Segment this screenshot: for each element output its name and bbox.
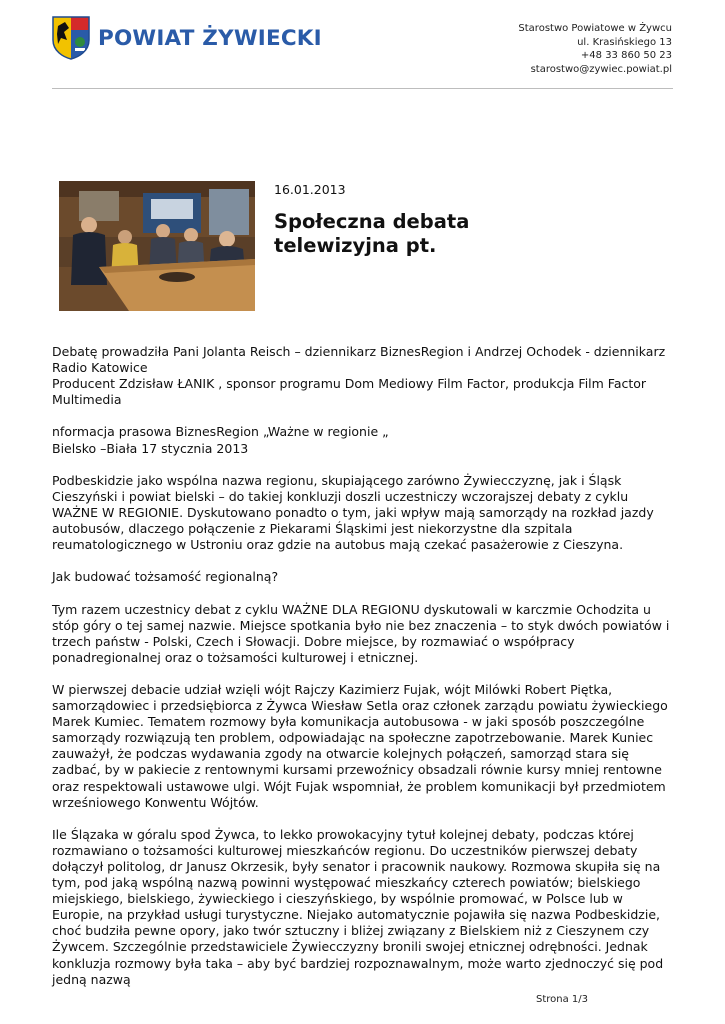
article-title: Społeczna debata telewizyjna pt.: [274, 210, 470, 257]
office-address: ul. Krasińskiego 13: [577, 36, 672, 48]
paragraph: Ile Ślązaka w góralu spod Żywca, to lekko prowokacyjny tytuł kolejnej debaty, podczas której rozmawiano o tożsamości kulturowej mieszkańców regionu. Do uczestników pierwszej debaty dołączył politolog, dr Janusz Okrzesik, były senator i pracownik naukowy. Rozmowa skupiła się na tym, pod jaką wspólną nazwą powinni występować mieszkańcy czterech powiatów; bielskiego miejskiego, bielskiego, żywieckiego i cieszyńskiego, by wspólnie promować, w Polsce lub w Europie, na przykład usługi turystyczne. Niejako automatycznie pojawiła się nazwa Podbeskidzie, choć budziła pewne opory, jako twór sztuczny i bliżej związany z Bielskiem niż z Cieszynem czy Żywcem. Szczególnie przedstawiciele Żywiecczyzny bronili swojej etnicznej odrębności. Jednak konkluzja rozmowy była taka – aby być bardziej rozpoznawalnym, może warto zjednoczyć się pod jedną nazwą: [52, 826, 664, 987]
logo-text: POWIAT ŻYWIECKI: [98, 25, 322, 51]
paragraph: nformacja prasowa BiznesRegion „Ważne w regionie „ Bielsko –Biała 17 stycznia 2013: [52, 424, 389, 456]
office-name: Starostwo Powiatowe w Żywcu: [518, 23, 672, 34]
coat-of-arms-icon: [52, 16, 90, 60]
header-divider: [52, 88, 673, 89]
office-email: starostwo@zywiec.powiat.pl: [530, 63, 672, 75]
paragraph: Podbeskidzie jako wspólna nazwa regionu, skupiającego zarówno Żywiecczyznę, jak i Śląsk Cieszyński i powiat bielski – do takiej konkluzji doszli uczestniczy wczorajszej debaty z cyklu WAŻNE W REGIONIE. Dyskutowano ponadto o tym, jaki wpływ mają samorządy na rozkład jazdy autobusów, dlaczego połączenie z Piekarami Śląskimi jest niekorzystne dla szpitala reumatologicznego w Ustroniu oraz gdzie na autobus mają czekać pasażerowie z Cieszyna.: [52, 472, 654, 553]
contact-block: [518, 22, 672, 76]
paragraph: Tym razem uczestnicy debat z cyklu WAŻNE DLA REGIONU dyskutowali w karczmie Ochodzita u stóp góry o tej samej nazwie. Miejsce spotkania było nie bez znaczenia – to styk dwóch powiatów i trzech państw - Polski, Czech i Słowacji. Dobre miejsce, by rozmawiać o współpracy ponadregionalnej oraz o tożsamości kulturowej i etnicznej.: [52, 601, 670, 665]
article-photo: [59, 181, 255, 311]
article-date: 16.01.2013: [274, 182, 346, 197]
article-body: [52, 344, 677, 1004]
paragraph: Jak budować tożsamość regionalną?: [52, 569, 279, 585]
page-number: Strona 1/3: [535, 994, 588, 1005]
paragraph: W pierwszej debacie udział wzięli wójt Rajczy Kazimierz Fujak, wójt Milówki Robert Piętka, samorządowiec i przedsiębiorca z Żywca Wiesław Setla oraz członek zarządu powiatu żywieckiego Marek Kumiec. Tematem rozmowy była komunikacja autobusowa - w jaki sposób poszczególne samorządy rozwiązują ten problem, odpowiadając na społeczne zapotrzebowanie. Marek Kuniec zauważył, że podczas wydawania zgody na otwarcie kolejnych połączeń, samorząd stara się zadbać, by w pakiecie z rentownymi kursami przewoźnicy obsadzali równie kursy mniej rentowne oraz respektowali ustawowe ulgi. Wójt Fujak wspomniał, że problem komunikacji był przedmiotem wrześniowego Konwentu Wójtów.: [52, 681, 668, 810]
office-phone: +48 33 860 50 23: [580, 50, 672, 61]
paragraph: Debatę prowadziła Pani Jolanta Reisch – dziennikarz BiznesRegion i Andrzej Ochodek - dziennikarz Radio Katowice Producent Zdzisław ŁANIK , sponsor programu Dom Mediowy Film Factor, produkcja Film Factor Multimedia: [52, 344, 666, 408]
logo: [52, 16, 322, 60]
